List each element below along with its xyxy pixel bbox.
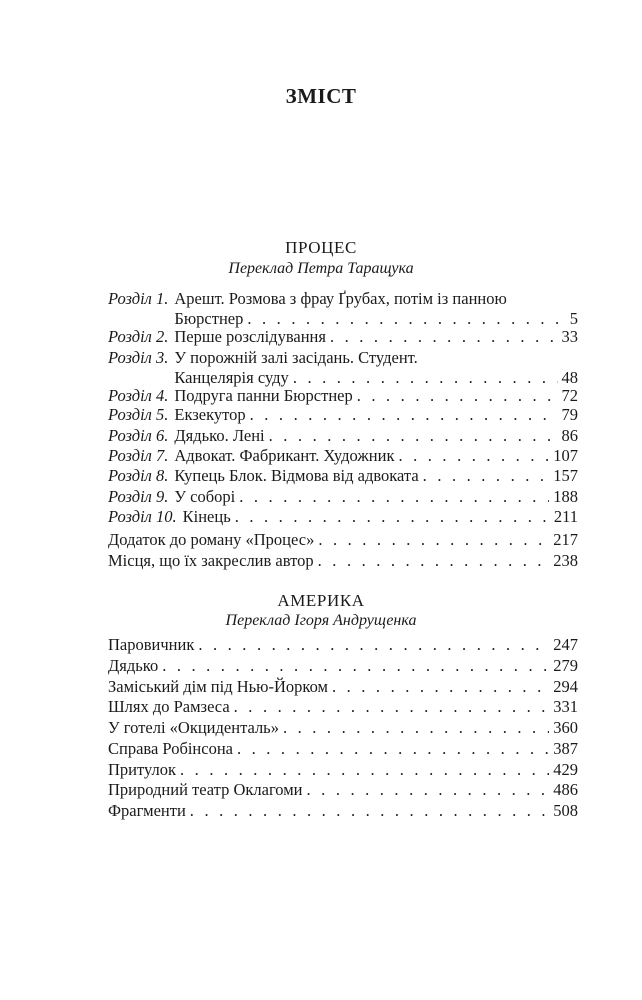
page-number: 72 [561,386,578,405]
page-number: 360 [553,718,578,737]
leader-dots [162,656,549,676]
entry-title: Місця, що їх закреслив автор [108,551,314,570]
leader-dots [423,466,550,486]
chapter-label: Розділ 4. [108,386,169,405]
page-number: 48 [561,368,578,387]
leader-dots [237,739,549,759]
chapter-label: Розділ 3. [108,348,169,367]
chapter-title: У соборі [174,487,236,506]
chapter-label: Розділ 10. [108,507,177,526]
toc-entry-chapter-4[interactable] [108,386,578,406]
chapter-label: Розділ 5. [108,405,169,424]
leader-dots [318,551,550,571]
toc-entry-chapter-9[interactable] [108,487,578,507]
page-number: 331 [553,697,578,716]
section-heading-process: ПРОЦЕС [285,238,357,257]
toc-entry-appendix[interactable] [108,530,578,550]
leader-dots [307,780,550,800]
leader-dots [293,368,558,388]
leader-dots [330,327,558,347]
page-number: 33 [561,327,578,346]
page-number: 79 [561,405,578,424]
leader-dots [269,426,558,446]
chapter-title: Дядько. Лені [174,426,265,445]
section-translator-process: Переклад Петра Таращука [228,260,414,277]
chapter-label: Розділ 1. [108,289,169,308]
page-number: 188 [553,487,578,506]
entry-title: Фрагменти [108,801,186,820]
page-number: 211 [553,507,578,526]
chapter-title-cont: Канцелярія суду [174,368,289,387]
entry-title: Шлях до Рамзеса [108,697,230,716]
leader-dots [398,446,549,466]
leader-dots [357,386,558,406]
toc-entry-america-3[interactable] [108,677,578,697]
chapter-title: Перше розслідування [174,327,326,346]
page-number: 247 [553,635,578,654]
section-heading-america: АМЕРИКА [277,591,365,610]
toc-entry-chapter-10[interactable] [108,507,578,527]
leader-dots [180,760,549,780]
entry-title: Природний театр Оклагоми [108,780,303,799]
chapter-title: Купець Блок. Відмова від адвоката [174,466,419,485]
leader-dots [235,507,550,527]
chapter-label: Розділ 6. [108,426,169,445]
leader-dots [283,718,549,738]
leader-dots [318,530,549,550]
leader-dots [247,309,565,329]
toc-entry-america-5[interactable] [108,718,578,738]
page-number: 157 [553,466,578,485]
toc-entry-america-6[interactable] [108,739,578,759]
leader-dots [234,697,550,717]
entry-title: Притулок [108,760,177,779]
toc-entry-deleted-passages[interactable] [108,551,578,571]
chapter-label: Розділ 7. [108,446,169,465]
chapter-title-cont: Бюрстнер [174,309,244,328]
toc-entry-chapter-2[interactable] [108,327,578,347]
chapter-title: Арешт. Розмова з фрау Ґрубах, потім із панною [174,289,507,308]
toc-entry-chapter-1[interactable] [108,289,578,329]
chapter-title: Кінець [182,507,231,526]
toc-entry-chapter-7[interactable] [108,446,578,466]
page-number: 107 [553,446,578,465]
toc-entry-america-7[interactable] [108,760,578,780]
entry-title: У готелі «Окциденталь» [108,718,279,737]
leader-dots [190,801,549,821]
chapter-label: Розділ 8. [108,466,169,485]
toc-entry-america-9[interactable] [108,801,578,821]
page-number: 5 [569,309,578,328]
leader-dots [332,677,549,697]
chapter-title: Екзекутор [174,405,246,424]
page-number: 279 [553,656,578,675]
page-number: 238 [553,551,578,570]
chapter-title: Подруга панни Бюрстнер [174,386,353,405]
entry-title: Дядько [108,656,159,675]
page-number: 86 [561,426,578,445]
page-number: 429 [553,760,578,779]
toc-entry-chapter-3[interactable] [108,348,578,388]
toc-entry-america-2[interactable] [108,656,578,676]
leader-dots [198,635,549,655]
page-number: 486 [553,780,578,799]
toc-entry-america-4[interactable] [108,697,578,717]
page-number: 217 [553,530,578,549]
toc-entry-chapter-6[interactable] [108,426,578,446]
page-number: 294 [553,677,578,696]
page-number: 387 [553,739,578,758]
chapter-label: Розділ 9. [108,487,169,506]
chapter-title: У порожній залі засідань. Студент. [174,348,418,367]
entry-title: Додаток до роману «Процес» [108,530,315,549]
entry-title: Паровичник [108,635,195,654]
toc-entry-america-8[interactable] [108,780,578,800]
page-number: 508 [553,801,578,820]
toc-entry-chapter-8[interactable] [108,466,578,486]
leader-dots [239,487,549,507]
chapter-label: Розділ 2. [108,327,169,346]
chapter-title: Адвокат. Фабрикант. Художник [174,446,395,465]
section-translator-america: Переклад Ігоря Андрущенка [225,612,417,629]
entry-title: Справа Робінсона [108,739,233,758]
toc-entry-chapter-5[interactable] [108,405,578,425]
leader-dots [250,405,558,425]
toc-entry-america-1[interactable] [108,635,578,655]
entry-title: Заміський дім під Нью-Йорком [108,677,328,696]
page-title: ЗМІСТ [285,84,357,108]
